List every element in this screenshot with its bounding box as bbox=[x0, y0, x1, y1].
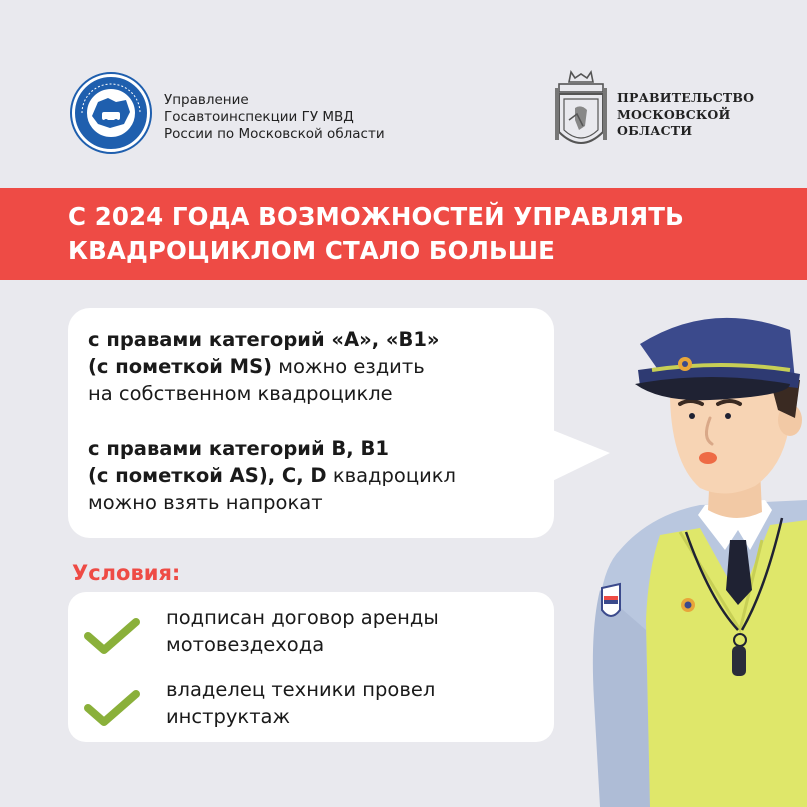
condition-item bbox=[68, 672, 554, 742]
government-name bbox=[617, 90, 754, 140]
rule-text: можно ездить bbox=[272, 355, 425, 378]
gai-emblem-icon bbox=[70, 72, 152, 154]
rule-bold-text: с правами категорий В, В1 bbox=[88, 437, 389, 460]
gai-organization-name bbox=[164, 92, 385, 143]
gai-org-line: Госавтоинспекции ГУ МВД bbox=[164, 109, 354, 125]
gov-org-line: ОБЛАСТИ bbox=[617, 123, 693, 138]
condition-item bbox=[68, 600, 554, 670]
rule-text: квадроцикл bbox=[326, 464, 457, 487]
gov-org-line: МОСКОВСКОЙ bbox=[617, 106, 731, 122]
rule-bold-text: с правами категорий «А», «В1» bbox=[88, 328, 440, 351]
headline-title bbox=[68, 200, 684, 268]
speech-bubble bbox=[68, 308, 554, 538]
gai-org-line: России по Московской области bbox=[164, 126, 385, 142]
rule-item bbox=[88, 326, 440, 407]
rule-item bbox=[88, 435, 456, 516]
headline-banner bbox=[0, 188, 807, 280]
checkmark-icon bbox=[82, 688, 142, 728]
rule-bold-text: (с пометкой MS) bbox=[88, 355, 273, 378]
headline-line: КВАДРОЦИКЛОМ СТАЛО БОЛЬШЕ bbox=[68, 236, 555, 265]
headline-line: С 2024 ГОДА ВОЗМОЖНОСТЕЙ УПРАВЛЯТЬ bbox=[68, 202, 684, 231]
condition-text: подписан договор аренды bbox=[166, 606, 439, 629]
rule-text: можно взять напрокат bbox=[88, 491, 323, 514]
condition-text: владелец техники провел bbox=[166, 678, 436, 701]
conditions-title: Условия: bbox=[72, 561, 181, 585]
condition-text: мотовездехода bbox=[166, 633, 325, 656]
rule-bold-text: (с пометкой AS), C, D bbox=[88, 464, 327, 487]
rule-text: на собственном квадроцикле bbox=[88, 382, 393, 405]
traffic-inspector-illustration bbox=[590, 300, 807, 807]
conditions-list bbox=[68, 592, 554, 742]
condition-text: инструктаж bbox=[166, 705, 291, 728]
header bbox=[0, 0, 807, 180]
moscow-oblast-coat-of-arms-icon bbox=[553, 68, 609, 156]
gai-org-line: Управление bbox=[164, 92, 249, 108]
gov-org-line: ПРАВИТЕЛЬСТВО bbox=[617, 90, 755, 105]
checkmark-icon bbox=[82, 616, 142, 656]
